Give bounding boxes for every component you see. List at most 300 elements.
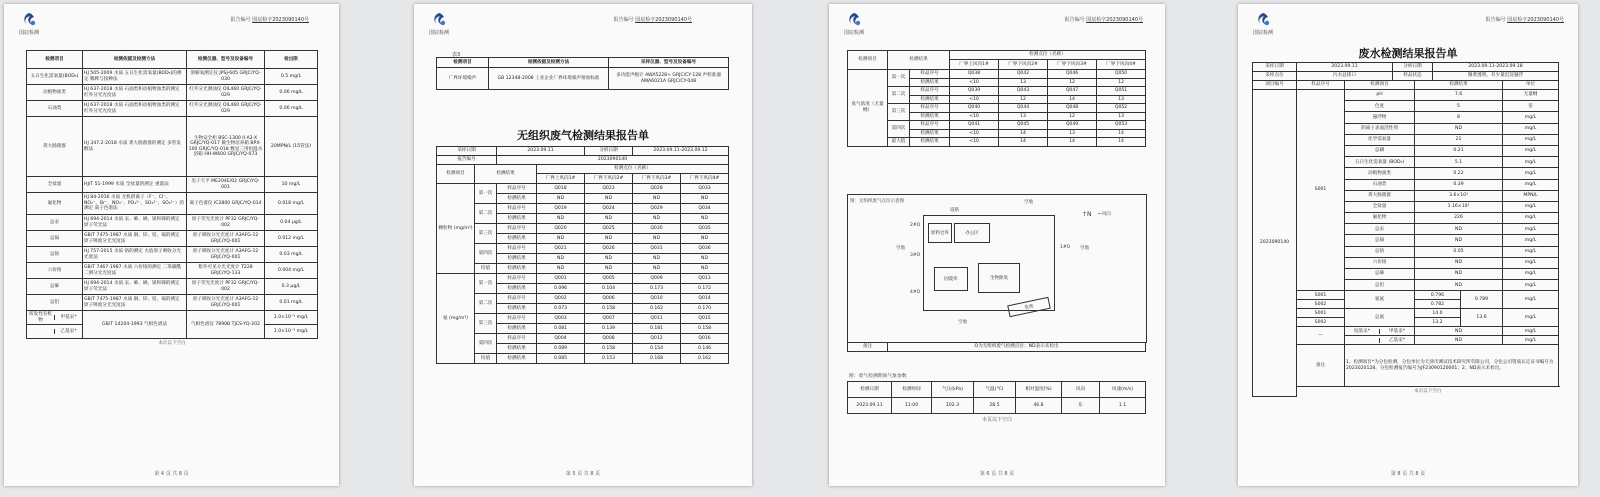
result-value: 0.21 bbox=[1415, 145, 1503, 156]
point-header: 厂界下风向4# bbox=[1097, 60, 1146, 70]
result-value: ND bbox=[633, 194, 681, 204]
sample-id: Q014 bbox=[681, 294, 729, 304]
limit-cell: 1.0×10⁻⁵ mg/L bbox=[265, 311, 318, 325]
result-label: 检测结果 bbox=[910, 129, 950, 138]
sub-item: 甲基汞* bbox=[54, 315, 82, 320]
table-row bbox=[27, 263, 318, 279]
item-cell: 总砷 bbox=[27, 279, 83, 295]
avg-value: ND bbox=[537, 264, 585, 274]
sample-date-label: 采样日期 bbox=[437, 147, 497, 156]
result-value: ND bbox=[633, 234, 681, 244]
sample-id: Q031 bbox=[633, 244, 681, 254]
result-value: ND bbox=[585, 234, 633, 244]
item-cell bbox=[1345, 336, 1415, 345]
sample-point-label: 采样点位 bbox=[1253, 72, 1297, 81]
unit-cell: MPN/L bbox=[1503, 190, 1559, 201]
sample-id: Q043 bbox=[999, 87, 1048, 96]
point-1: 1#O bbox=[1060, 245, 1071, 250]
point-2: 2#O bbox=[910, 223, 921, 228]
sample-id: Q007 bbox=[585, 314, 633, 324]
max-value: 14 bbox=[999, 138, 1048, 147]
table-row bbox=[27, 117, 318, 177]
info-row bbox=[437, 156, 729, 165]
sample-id: Q025 bbox=[585, 224, 633, 234]
result-label: 检测结果 bbox=[910, 112, 950, 121]
table-row bbox=[27, 247, 318, 263]
result-value: ND bbox=[1415, 224, 1503, 235]
table-row bbox=[848, 70, 1146, 79]
result-value: ND bbox=[1415, 327, 1503, 336]
limit-cell: 0.04 μg/L bbox=[265, 215, 318, 231]
result-value: ND bbox=[1415, 336, 1503, 345]
building-hazard: 危废 bbox=[1007, 297, 1051, 317]
id-label: 样品序号 bbox=[497, 184, 537, 194]
table-row bbox=[1253, 309, 1559, 318]
met-value: 46.8 bbox=[1016, 398, 1062, 414]
sample-state: 微黄透明、有少量沉淀悬浮 bbox=[1433, 72, 1559, 81]
method-cell: GB/T 7475-1987 水质 铜、锌、铅、镉的测定 原子吸收分光光度法 bbox=[83, 231, 187, 247]
result-value: 0.162 bbox=[633, 304, 681, 314]
result-value: <10 bbox=[950, 78, 999, 87]
sample-id: Q012 bbox=[633, 334, 681, 344]
analysis-date: 2023.09.11-2023.09.18 bbox=[1433, 63, 1559, 72]
method-cell: GB/T 7467-1987 水质 六价铬的测定 二苯碳酰二肼分光光度法 bbox=[83, 263, 187, 279]
page-footer: 第 8 页 共 8 页 bbox=[1390, 471, 1426, 477]
pollutant-cell: 颗粒物 (mg/m³) bbox=[437, 184, 475, 274]
sample-id: Q020 bbox=[537, 224, 585, 234]
page-footer: 第 4 页 共 8 页 bbox=[154, 471, 189, 477]
result-value: 13 bbox=[1048, 129, 1097, 138]
item-cell: 石油类 bbox=[27, 101, 83, 117]
column-header: 气温(℃) bbox=[974, 382, 1016, 398]
met-value: 2023.09.11 bbox=[848, 398, 892, 414]
avg-value: 0.085 bbox=[537, 354, 585, 364]
sample-id: Q015 bbox=[681, 314, 729, 324]
table-row bbox=[1253, 90, 1559, 101]
logo-icon bbox=[845, 12, 863, 28]
table-row bbox=[27, 101, 318, 117]
remark-text: 1、检测项目*为分包检测，分包单位为天津市测试技术研究所有限公司，分包公司资质认定证书编号为2023020128，分包检测报告编号为JF23090120001；2、ND表示未检出。 bbox=[1345, 345, 1559, 387]
sample-id: Q011 bbox=[633, 314, 681, 324]
sample-id: Q044 bbox=[999, 104, 1048, 113]
result-value: 0.782 bbox=[1415, 300, 1461, 309]
sample-id: Q009 bbox=[633, 274, 681, 284]
result-value: ND bbox=[537, 214, 585, 224]
method-cell: HJ 757-2015 水质 铬的测定 火焰原子吸收分光光度法 bbox=[83, 247, 187, 263]
time-cell: 第二次 bbox=[475, 204, 497, 224]
result-value: 14 bbox=[1097, 129, 1146, 138]
sample-date: 2023.09.11 bbox=[497, 147, 585, 156]
item-cell: 总铬 bbox=[27, 247, 83, 263]
method-cell: HJ 637-2018 水质 石油类和动植物油类的测定 红外分光光度法 bbox=[83, 101, 187, 117]
limit-cell: 0.06 mg/L bbox=[265, 85, 318, 101]
result-value: 0.172 bbox=[681, 284, 729, 294]
limit-cell: 20MPN/L (15管法) bbox=[265, 117, 318, 177]
column-header: 检测依据及检测方法 bbox=[83, 51, 187, 69]
item-cell: 六价铬 bbox=[27, 263, 83, 279]
report-no: 2023090140 bbox=[497, 156, 729, 165]
noise-method-table bbox=[436, 57, 729, 90]
result-value: ND bbox=[537, 254, 585, 264]
met-value: 1.1 bbox=[1100, 398, 1146, 414]
sample-id: Q050 bbox=[1097, 70, 1146, 79]
result-value: 0.173 bbox=[633, 284, 681, 294]
result-value: ND bbox=[681, 214, 729, 224]
unit-cell: mg/L bbox=[1503, 168, 1559, 179]
unit-cell: mg/L bbox=[1503, 123, 1559, 134]
result-value: 226 bbox=[1415, 213, 1503, 224]
limit-cell: 0.3 μg/L bbox=[265, 279, 318, 295]
time-cell: 第三次 bbox=[475, 224, 497, 244]
id-label: 样品序号 bbox=[497, 334, 537, 344]
item-cell: 石油类 bbox=[1345, 179, 1415, 190]
time-cell: 第三次 bbox=[475, 314, 497, 334]
avg-value: 0.168 bbox=[633, 354, 681, 364]
item-cell: 色度 bbox=[1345, 101, 1415, 112]
column-header: 检测仪器、型号及设备编号 bbox=[187, 51, 265, 69]
id-label: 样品序号 bbox=[497, 224, 537, 234]
instrument-cell: 红外分光测油仪 OIL460 GRJC/YQ-029 bbox=[187, 101, 265, 117]
method-cell: HJ 637-2018 水质 石油类和动植物油类的测定 红外分光光度法 bbox=[83, 85, 187, 101]
table-row bbox=[437, 224, 729, 234]
result-label: 检测结果 bbox=[497, 284, 537, 294]
item-cell: 五日生化需氧量 (BOD₅) bbox=[1345, 157, 1415, 168]
instrument-cell: 溶解氧测定仪 JPSJ-605 GRJC/YQ-030 bbox=[187, 69, 265, 85]
result-value: ND bbox=[585, 254, 633, 264]
unit-cell: mg/L bbox=[1503, 224, 1559, 235]
table-row bbox=[437, 274, 729, 284]
sample-id: Q001 bbox=[537, 274, 585, 284]
method-cell: HJ 694-2014 水质 汞、砷、硒、铋和锑的测定 原子荧光法 bbox=[83, 215, 187, 231]
point-header: 厂界上风向1# bbox=[537, 174, 585, 184]
table-row bbox=[27, 193, 318, 215]
sample-id: Q004 bbox=[537, 334, 585, 344]
sample-id: Q040 bbox=[950, 104, 999, 113]
result-value: ND bbox=[1415, 123, 1503, 134]
result-value: 5.1 bbox=[1415, 157, 1503, 168]
wastewater-result-table bbox=[1252, 80, 1559, 397]
item-cell: 悬浮物 bbox=[1345, 112, 1415, 123]
avg-value: 0.153 bbox=[585, 354, 633, 364]
report-page-2 bbox=[414, 4, 752, 486]
analysis-date: 2023.09.11-2023.09.12 bbox=[633, 147, 729, 156]
result-value: ND bbox=[1415, 280, 1503, 291]
sample-id: Q006 bbox=[585, 294, 633, 304]
id-label: 样品序号 bbox=[910, 87, 950, 96]
sample-no: — bbox=[1297, 327, 1345, 345]
analysis-date-label: 分析日期 bbox=[1393, 63, 1433, 72]
unit-cell: mg/L bbox=[1503, 179, 1559, 190]
result-value: ND bbox=[585, 194, 633, 204]
avg-row bbox=[437, 264, 729, 274]
result-value: 5 bbox=[1415, 101, 1503, 112]
sample-id: Q002 bbox=[537, 294, 585, 304]
avg-label: 均值 bbox=[475, 354, 497, 364]
table-row bbox=[1253, 291, 1559, 300]
table-row bbox=[437, 294, 729, 304]
wind-direction-icon: ←风向 bbox=[1098, 212, 1111, 217]
unit-cell: mg/L bbox=[1503, 336, 1559, 345]
report-number: 报告编号 国辰检字2023090140号 bbox=[1064, 17, 1143, 23]
result-value: 12 bbox=[999, 95, 1048, 104]
table-row bbox=[27, 295, 318, 311]
table-row bbox=[27, 69, 318, 85]
column-header: 项目编号 bbox=[1253, 81, 1297, 90]
north-arrow-icon: ↑N bbox=[1082, 211, 1092, 218]
time-cell: 第四次 bbox=[475, 244, 497, 264]
group-cell bbox=[27, 311, 83, 325]
unit-cell: mg/L bbox=[1503, 134, 1559, 145]
unit-cell: mg/L bbox=[1503, 269, 1559, 280]
table-row bbox=[27, 231, 318, 247]
result-label: 检测结果 bbox=[497, 194, 537, 204]
sample-no: S001 bbox=[1297, 291, 1345, 300]
result-value: <10 bbox=[950, 95, 999, 104]
limit-cell: 0.01 mg/L bbox=[265, 295, 318, 311]
id-label: 样品序号 bbox=[497, 314, 537, 324]
group-label: 烷基汞* bbox=[1353, 328, 1371, 334]
sample-id: Q008 bbox=[585, 334, 633, 344]
header-row bbox=[437, 165, 729, 174]
id-label: 样品序号 bbox=[497, 204, 537, 214]
sample-id: Q035 bbox=[681, 224, 729, 234]
result-value: 13 bbox=[1097, 95, 1146, 104]
result-value: 12 bbox=[1048, 112, 1097, 121]
method-cell: HJ/T 51-1999 水质 全盐量的测定 重量法 bbox=[83, 177, 187, 193]
page-footer: 第 5 页 共 8 页 bbox=[565, 471, 601, 477]
avg-value: 0.789 bbox=[1461, 291, 1503, 309]
unit-cell: mg/L bbox=[1503, 280, 1559, 291]
odor-table bbox=[847, 50, 1146, 147]
result-value: 13 bbox=[999, 78, 1048, 87]
result-value: ND bbox=[633, 254, 681, 264]
item-cell: 氨氮 bbox=[1345, 291, 1415, 309]
sample-id: Q034 bbox=[681, 204, 729, 214]
report-page-1 bbox=[4, 4, 339, 486]
company-logo: 国辰检测 bbox=[426, 12, 452, 36]
item-cell: 总砷 bbox=[1345, 269, 1415, 280]
instrument-cell: 原子吸收分光光度计 A3AFG-12 GRJC/YQ-001 bbox=[187, 295, 265, 311]
unit-cell: 无量纲 bbox=[1503, 90, 1559, 101]
item-cell: 全盐量 bbox=[27, 177, 83, 193]
result-value: 0.158 bbox=[681, 324, 729, 334]
max-value: 14 bbox=[1048, 138, 1097, 147]
sample-point: 污水总排口 bbox=[1297, 72, 1393, 81]
end-note: 本页以下空白 bbox=[1413, 389, 1442, 395]
result-value: 0.170 bbox=[681, 304, 729, 314]
column-header: 检测项目 bbox=[1345, 81, 1415, 90]
sample-no: S001 bbox=[1297, 90, 1345, 291]
item-cell: 氟化物 bbox=[1345, 213, 1415, 224]
limit-cell: 0.018 mg/L bbox=[265, 193, 318, 215]
id-label: 样品序号 bbox=[910, 70, 950, 79]
item-cell: 总氮 bbox=[1345, 309, 1415, 327]
table-row bbox=[437, 334, 729, 344]
sample-id: Q047 bbox=[1048, 87, 1097, 96]
item-cell: 总磷 bbox=[1345, 145, 1415, 156]
pollutant-cell: 氨 (mg/m³) bbox=[437, 274, 475, 364]
sample-id: Q041 bbox=[950, 121, 999, 130]
result-value: ND bbox=[681, 234, 729, 244]
sample-date: 2023.09.11 bbox=[1297, 63, 1393, 72]
time-cell: 第一次 bbox=[888, 70, 910, 87]
building-deodor: 生物除臭 bbox=[978, 263, 1020, 293]
result-label: 检测结果 bbox=[497, 264, 537, 274]
limit-cell: 0.03 mg/L bbox=[265, 247, 318, 263]
sample-id: Q048 bbox=[1048, 104, 1097, 113]
building-office: 办公区 bbox=[954, 223, 990, 243]
sample-id: Q036 bbox=[681, 244, 729, 254]
instrument-cell: 红外分光测油仪 OIL460 GRJC/YQ-029 bbox=[187, 85, 265, 101]
met-title: 附：废气检测期间气象参数 bbox=[849, 374, 907, 379]
point-header: 厂界下风向3# bbox=[1048, 60, 1097, 70]
item-cell: 阴离子表面活性剂 bbox=[1345, 123, 1415, 134]
instrument-cell: 原子荧光光度计 PF32 GRJC/YQ-002 bbox=[187, 279, 265, 295]
result-label: 检测结果 bbox=[497, 214, 537, 224]
sample-id: Q038 bbox=[950, 70, 999, 79]
sample-id: Q018 bbox=[537, 184, 585, 194]
report-number: 报告编号 国辰检字2023090140号 bbox=[230, 17, 309, 23]
result-value: 12 bbox=[1097, 78, 1146, 87]
result-value: 14 bbox=[999, 129, 1048, 138]
sample-id: Q016 bbox=[681, 334, 729, 344]
result-value: 0.796 bbox=[1415, 291, 1461, 300]
result-value: 0.139 bbox=[585, 324, 633, 334]
header-row bbox=[1253, 81, 1559, 90]
table-row bbox=[848, 104, 1146, 113]
header-row bbox=[848, 51, 1146, 60]
map-title: 图：无组织废气点位示意图 bbox=[850, 199, 904, 204]
result-label: 检测结果 bbox=[497, 344, 537, 354]
report-title: 废水检测结果报告单 bbox=[1358, 47, 1458, 60]
time-cell: 第二次 bbox=[475, 294, 497, 314]
unit-cell: mg/L bbox=[1503, 291, 1559, 309]
result-value: ND bbox=[681, 194, 729, 204]
result-value: ND bbox=[633, 214, 681, 224]
result-value: 0.104 bbox=[585, 284, 633, 294]
item-cell: 粪大肠菌群 bbox=[27, 117, 83, 177]
report-no-label: 报告编号 bbox=[437, 156, 497, 165]
avg-value: ND bbox=[681, 264, 729, 274]
sample-id: Q021 bbox=[537, 244, 585, 254]
column-header: 检测时间 bbox=[892, 382, 932, 398]
column-header: 风向 bbox=[1062, 382, 1100, 398]
column-header: 单位 bbox=[1503, 81, 1559, 90]
table-label: 表3 bbox=[452, 52, 461, 58]
building-waste: 固废库 bbox=[934, 267, 968, 291]
item-cell: 动植物油类 bbox=[27, 85, 83, 101]
group-cell bbox=[27, 325, 83, 339]
sample-no: S001 bbox=[1297, 309, 1345, 318]
end-note: 本页以下空白 bbox=[981, 417, 1012, 423]
unit-cell: mg/L bbox=[1503, 112, 1559, 123]
result-value: ND bbox=[537, 234, 585, 244]
unit-cell: mg/L bbox=[1503, 235, 1559, 246]
map-empty-north: 空地 bbox=[1024, 200, 1033, 205]
instrument-cell: 离子色谱仪 IC2800 GRJC/YQ-014 bbox=[187, 193, 265, 215]
result-value: <10 bbox=[950, 129, 999, 138]
avg-row bbox=[437, 354, 729, 364]
column-header: 风速(m/s) bbox=[1100, 382, 1146, 398]
table-row bbox=[437, 244, 729, 254]
noise-item: 厂界环境噪声 bbox=[437, 68, 489, 90]
max-value: <10 bbox=[950, 138, 999, 147]
table-row bbox=[27, 85, 318, 101]
sample-id: Q005 bbox=[585, 274, 633, 284]
item-cell: pH bbox=[1345, 90, 1415, 101]
company-logo: 国辰检测 bbox=[16, 12, 42, 36]
instrument-cell: 紫外可见分光光度计 T228 GRJC/YQ-133 bbox=[187, 263, 265, 279]
id-label: 样品序号 bbox=[497, 294, 537, 304]
point-header: 厂界下风向2# bbox=[999, 60, 1048, 70]
result-value: 0.05 bbox=[1415, 246, 1503, 257]
item-cell: 粪大肠菌群 bbox=[1345, 190, 1415, 201]
table-row bbox=[27, 279, 318, 295]
instrument-cell: 原子吸收分光光度计 A3AFG-12 GRJC/YQ-001 bbox=[187, 231, 265, 247]
met-table bbox=[847, 381, 1146, 414]
sample-id: Q052 bbox=[1097, 104, 1146, 113]
item-cell: 化学需氧量 bbox=[1345, 134, 1415, 145]
limit-cell: 0.004 mg/L bbox=[265, 263, 318, 279]
table-row bbox=[27, 311, 318, 325]
point-header: 厂界上风向1# bbox=[950, 60, 999, 70]
sample-id: Q019 bbox=[537, 204, 585, 214]
map-road-label: 道路 bbox=[950, 208, 959, 213]
group-label: 挥发性有机物 bbox=[29, 312, 52, 323]
instrument-cell: 生物安全柜 BSC-1300 II A2-X GRJC/YQ-017 微生物培养箱 BPX-100 GRJC/YQ-018 数显三用恒温水浴箱 HH-W600 GRJC/YQ-073 bbox=[187, 117, 265, 177]
report-number: 报告编号 国辰检字2023090140号 bbox=[613, 17, 692, 23]
report-page-3 bbox=[829, 4, 1165, 486]
item-cell: 动植物油类 bbox=[1345, 168, 1415, 179]
sub-item: 乙基汞* bbox=[54, 329, 82, 334]
point-header: 厂界下风向3# bbox=[633, 174, 681, 184]
limit-cell: 10 mg/L bbox=[265, 177, 318, 193]
column-header: 检测日期 bbox=[848, 382, 892, 398]
column-header: 检测项目 bbox=[437, 165, 475, 184]
sample-id: Q029 bbox=[633, 204, 681, 214]
unit-cell: mg/L bbox=[1503, 309, 1559, 327]
result-value: 1.16×10³ bbox=[1415, 201, 1503, 212]
item-cell: 总铬 bbox=[1345, 246, 1415, 257]
column-header: 样品序号 bbox=[1297, 81, 1345, 90]
method-cell: HJ 505-2009 水质 五日生化需氧量(BOD₅)的测定 稀释与接种法 bbox=[83, 69, 187, 85]
item-cell: 总铅 bbox=[1345, 280, 1415, 291]
sample-id: Q013 bbox=[681, 274, 729, 284]
company-logo: 国辰检测 bbox=[1250, 12, 1276, 36]
instrument-cell: 原子吸收分光光度计 A3AFG-12 GRJC/YQ-001 bbox=[187, 247, 265, 263]
result-value: ND bbox=[1415, 257, 1503, 268]
result-value: 0.146 bbox=[681, 344, 729, 354]
result-label: 检测结果 bbox=[497, 234, 537, 244]
sample-date-label: 采样日期 bbox=[1253, 63, 1297, 72]
sample-id: Q023 bbox=[585, 184, 633, 194]
result-value: 0.089 bbox=[537, 344, 585, 354]
instrument-cell: 电子天平 ME204E/02 GRJC/YQ-001 bbox=[187, 177, 265, 193]
result-label: 检测结果 bbox=[497, 304, 537, 314]
id-label: 样品序号 bbox=[497, 274, 537, 284]
result-value: 0.081 bbox=[537, 324, 585, 334]
result-value: 14.0 bbox=[1415, 309, 1461, 318]
sample-no: S002 bbox=[1297, 318, 1345, 327]
max-value: 14 bbox=[1097, 138, 1146, 147]
column-header: 检测结果 bbox=[475, 165, 537, 184]
result-label: 检测结果 bbox=[910, 138, 950, 147]
column-header: 检测项目 bbox=[27, 51, 83, 69]
unit-cell: mg/L bbox=[1503, 327, 1559, 336]
avg-value: 13.6 bbox=[1461, 309, 1503, 327]
met-value: 102.3 bbox=[932, 398, 974, 414]
max-label: 最大值 bbox=[888, 138, 910, 147]
